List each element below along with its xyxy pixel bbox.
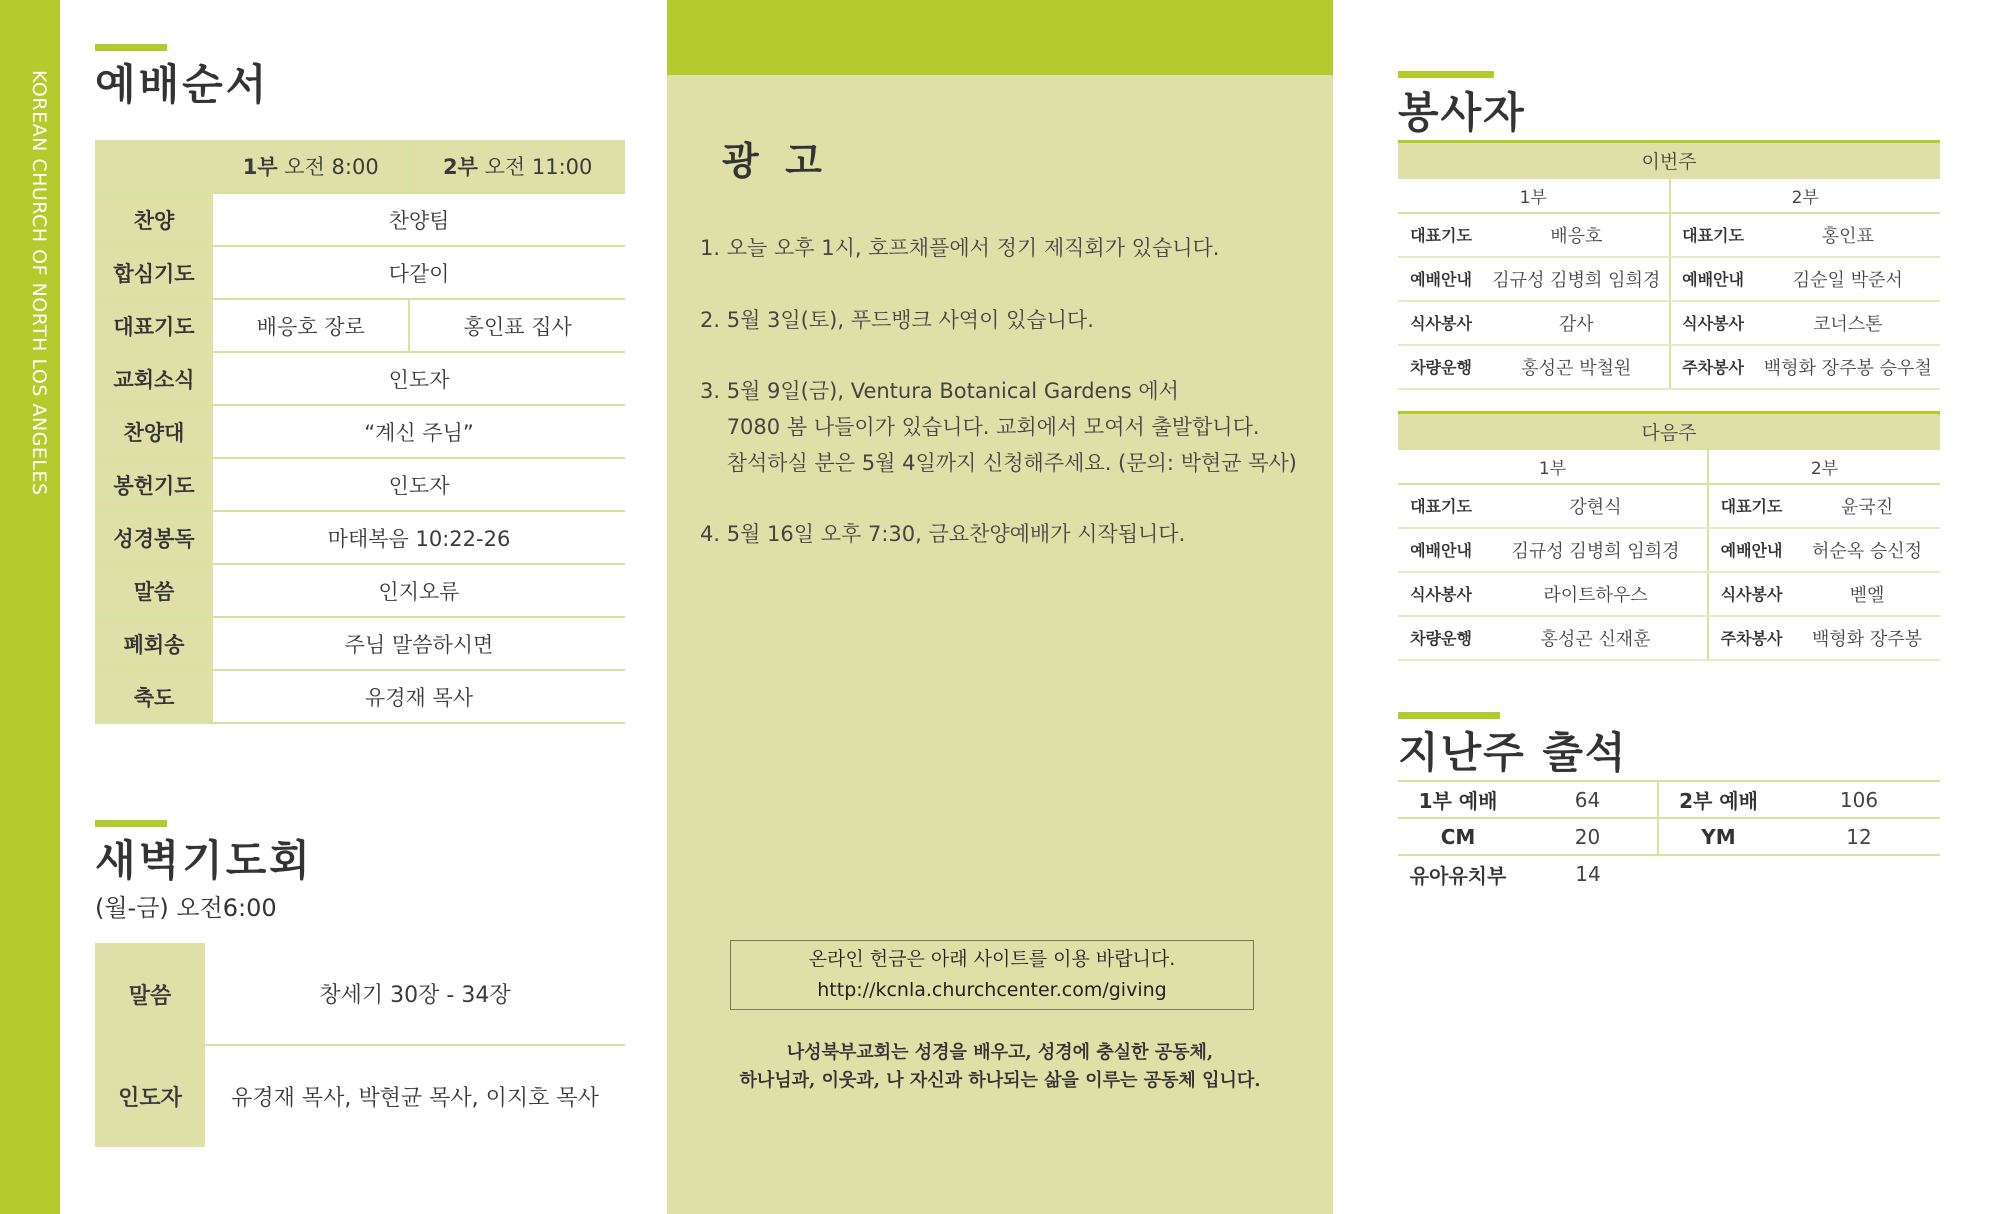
next-week-header: 다음주	[1398, 413, 1940, 450]
volunteers-next-week-table	[1398, 411, 1940, 661]
attendance-accent	[1398, 712, 1500, 719]
dawn-accent	[95, 820, 167, 827]
next-week-part1: 1부	[1398, 450, 1708, 484]
attendance-title: 지난주 출석	[1398, 728, 1628, 777]
order-row: 봉헌기도 인도자	[95, 458, 625, 511]
order-row: 찬양 찬양팀	[95, 193, 625, 246]
dawn-row: 인도자 유경재 목사, 박현균 목사, 이지호 목사	[95, 1045, 625, 1147]
attendance-table	[1398, 780, 1940, 892]
giving-url[interactable]: http://kcnla.churchcenter.com/giving	[817, 979, 1167, 1001]
order-row: 합심기도 다같이	[95, 246, 625, 299]
announcement-item-1: 1. 오늘 오후 1시, 호프채플에서 정기 제직회가 있습니다.	[700, 236, 1220, 260]
next-week-part2: 2부	[1708, 450, 1940, 484]
order-row: 축도 유경재 목사	[95, 670, 625, 723]
announcements-title: 광 고	[722, 138, 822, 183]
dawn-title: 새벽기도회	[95, 836, 313, 885]
volunteer-row: 식사봉사 라이트하우스 식사봉사 벧엘	[1398, 572, 1940, 616]
volunteer-row: 식사봉사 감사 식사봉사 코너스톤	[1398, 301, 1940, 345]
order-header-part1: 1부 오전 8:00	[213, 140, 409, 193]
announcement-item-2: 2. 5월 3일(토), 푸드뱅크 사역이 있습니다.	[700, 308, 1094, 332]
worship-order-table	[95, 140, 625, 724]
announcement-item-3: 3. 5월 9일(금), Ventura Botanical Gardens 에서 7080 봄 나들이가 있습니다. 교회에서 모여서 출발합니다. 참석하실 분은 5월 4일까지 신청해주세요. (문의: 박현균 목사)	[700, 379, 1297, 475]
mission-line-1: 나성북부교회는 성경을 배우고, 성경에 충실한 공동체,	[786, 1042, 1214, 1063]
church-name-vertical: KOREAN CHURCH OF NORTH LOS ANGELES	[28, 70, 50, 496]
volunteers-title: 봉사자	[1398, 88, 1526, 137]
order-row: 성경봉독 마태복음 10:22-26	[95, 511, 625, 564]
volunteer-row: 예배안내 김규성 김병희 임희경 예배안내 허순옥 승신정	[1398, 528, 1940, 572]
order-title: 예배순서	[95, 60, 270, 109]
this-week-part2: 2부	[1670, 179, 1940, 213]
this-week-part1: 1부	[1398, 179, 1670, 213]
online-giving-box	[730, 940, 1254, 1010]
dawn-subtitle: (월-금) 오전6:00	[95, 894, 277, 922]
order-accent	[95, 44, 167, 51]
order-row: 말씀 인지오류	[95, 564, 625, 617]
mission-line-2: 하나님과, 이웃과, 나 자신과 하나되는 삶을 이루는 공동체 입니다.	[739, 1070, 1261, 1091]
order-row: 교회소식 인도자	[95, 352, 625, 405]
order-row: 폐회송 주님 말씀하시면	[95, 617, 625, 670]
attendance-row: 유아유치부 14	[1409, 862, 1601, 888]
volunteer-row: 차량운행 홍성곤 박철원 주차봉사 백형화 장주봉 승우철	[1398, 345, 1940, 389]
dawn-row: 말씀 창세기 30장 - 34장	[95, 943, 625, 1045]
announcements-top-band	[667, 0, 1333, 75]
announcement-item-4: 4. 5월 16일 오후 7:30, 금요찬양예배가 시작됩니다.	[700, 522, 1186, 546]
volunteers-this-week-table	[1398, 140, 1940, 390]
order-row: 대표기도 배응호 장로 홍인표 집사	[95, 299, 625, 352]
dawn-prayer-table	[95, 943, 625, 1147]
order-corner	[95, 140, 213, 193]
attendance-row: 1부 예배 64 2부 예배 106	[1398, 781, 1940, 818]
this-week-header: 이번주	[1398, 142, 1940, 179]
volunteer-row: 대표기도 강현식 대표기도 윤국진	[1398, 484, 1940, 528]
order-row: 찬양대 “계신 주님”	[95, 405, 625, 458]
volunteer-row: 대표기도 배응호 대표기도 홍인표	[1398, 213, 1940, 257]
order-header-part2: 2부 오전 11:00	[409, 140, 625, 193]
volunteers-accent	[1398, 71, 1494, 78]
giving-text: 온라인 헌금은 아래 사이트를 이용 바랍니다.	[808, 948, 1176, 970]
volunteer-row: 예배안내 김규성 김병희 임희경 예배안내 김순일 박준서	[1398, 257, 1940, 301]
volunteer-row: 차량운행 홍성곤 신재훈 주차봉사 백형화 장주봉	[1398, 616, 1940, 660]
attendance-row: CM 20 YM 12	[1398, 818, 1940, 855]
